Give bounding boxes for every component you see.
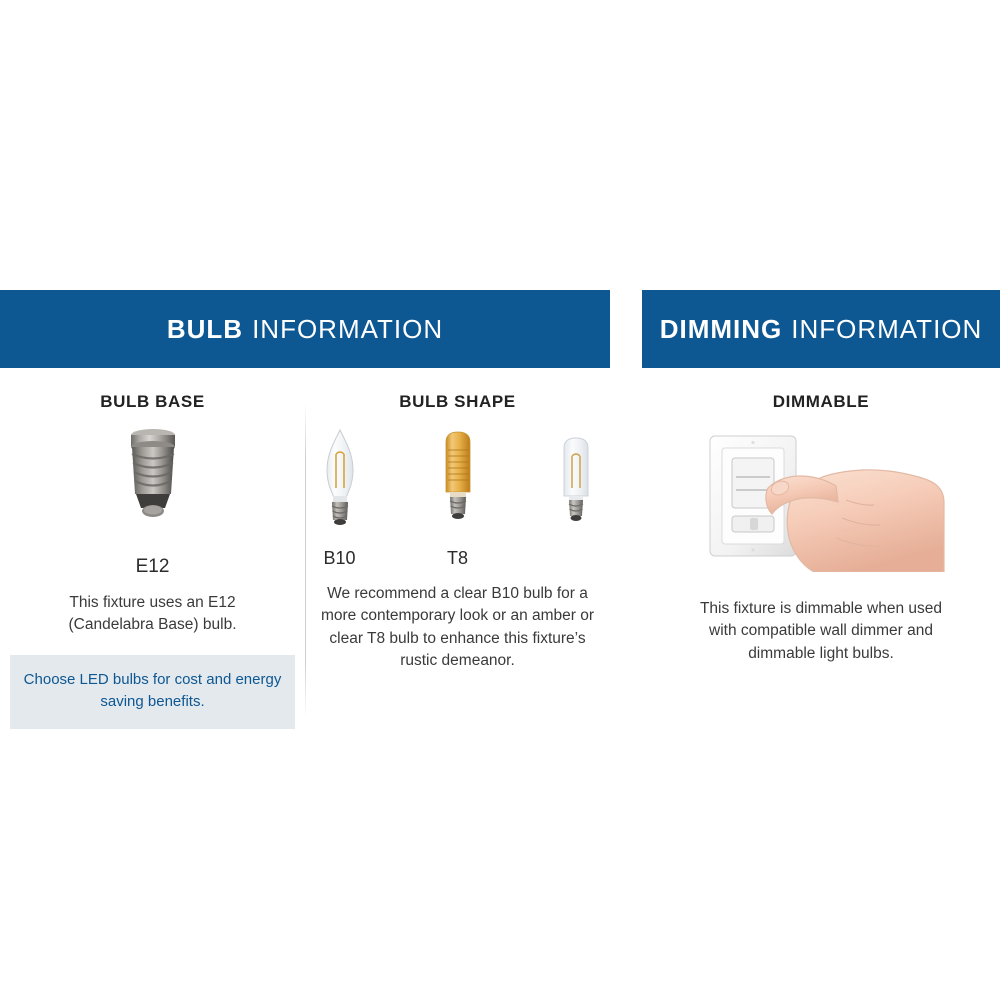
bulb-shape-description: We recommend a clear B10 bulb for a more contemporary look or an amber or clear T8 bulb to enhance this fixture’s rustic demeanor. bbox=[320, 585, 595, 670]
dimming-information-header bbox=[642, 290, 1000, 368]
bulb-and-dimming-infographic bbox=[0, 290, 1000, 729]
dimming-header-light: INFORMATION bbox=[791, 313, 983, 344]
panel-dimming-information bbox=[642, 290, 1000, 729]
led-bulb-note: Choose LED bulbs for cost and energy saving benefits. bbox=[10, 655, 295, 729]
bulb-base-art bbox=[113, 422, 193, 542]
dimmable-title: DIMMABLE bbox=[772, 392, 870, 411]
bulb-b10-clear-icon bbox=[310, 426, 370, 532]
bulb-b10-label: B10 bbox=[323, 548, 356, 568]
bulb-shape-item-b10 bbox=[294, 426, 386, 569]
bulb-information-header bbox=[0, 290, 610, 368]
bulb-base-label: E12 bbox=[135, 556, 170, 577]
dimmable-description: This fixture is dimmable when used with compatible wall dimmer and dimmable light bulbs. bbox=[699, 600, 943, 662]
column-bulb-base bbox=[0, 392, 305, 729]
bulb-base-e12-icon bbox=[113, 422, 193, 542]
bulb-t8-clear-icon bbox=[549, 426, 603, 532]
bulb-b10-art bbox=[310, 426, 370, 532]
wall-dimmer-switch-hand-icon bbox=[696, 422, 946, 572]
bulb-shape-item-t8-amber bbox=[412, 426, 504, 569]
dimmable-art bbox=[696, 422, 946, 572]
bulb-shape-art-row bbox=[294, 426, 622, 569]
bulb-shape-item-t8-clear bbox=[530, 426, 622, 569]
bulb-shape-title: BULB SHAPE bbox=[399, 392, 516, 411]
dimming-panel-body bbox=[642, 368, 1000, 665]
bulb-base-description: This fixture uses an E12 (Candelabra Base) bulb. bbox=[68, 594, 237, 634]
column-bulb-shape bbox=[305, 392, 610, 729]
bulb-t8-label: T8 bbox=[446, 548, 468, 568]
bulb-header-strong: BULB bbox=[166, 313, 244, 344]
dimming-header-strong: DIMMING bbox=[659, 313, 783, 344]
bulb-t8-amber-icon bbox=[431, 426, 485, 532]
column-dimmable bbox=[642, 392, 1000, 665]
bulb-header-light: INFORMATION bbox=[252, 313, 444, 344]
bulb-panel-body bbox=[0, 368, 610, 729]
column-divider bbox=[305, 402, 306, 719]
bulb-base-title: BULB BASE bbox=[100, 392, 205, 411]
bulb-t8-amber-art bbox=[431, 426, 485, 532]
panel-bulb-information bbox=[0, 290, 610, 729]
panels-row bbox=[0, 290, 1000, 729]
bulb-t8-clear-art bbox=[549, 426, 603, 532]
